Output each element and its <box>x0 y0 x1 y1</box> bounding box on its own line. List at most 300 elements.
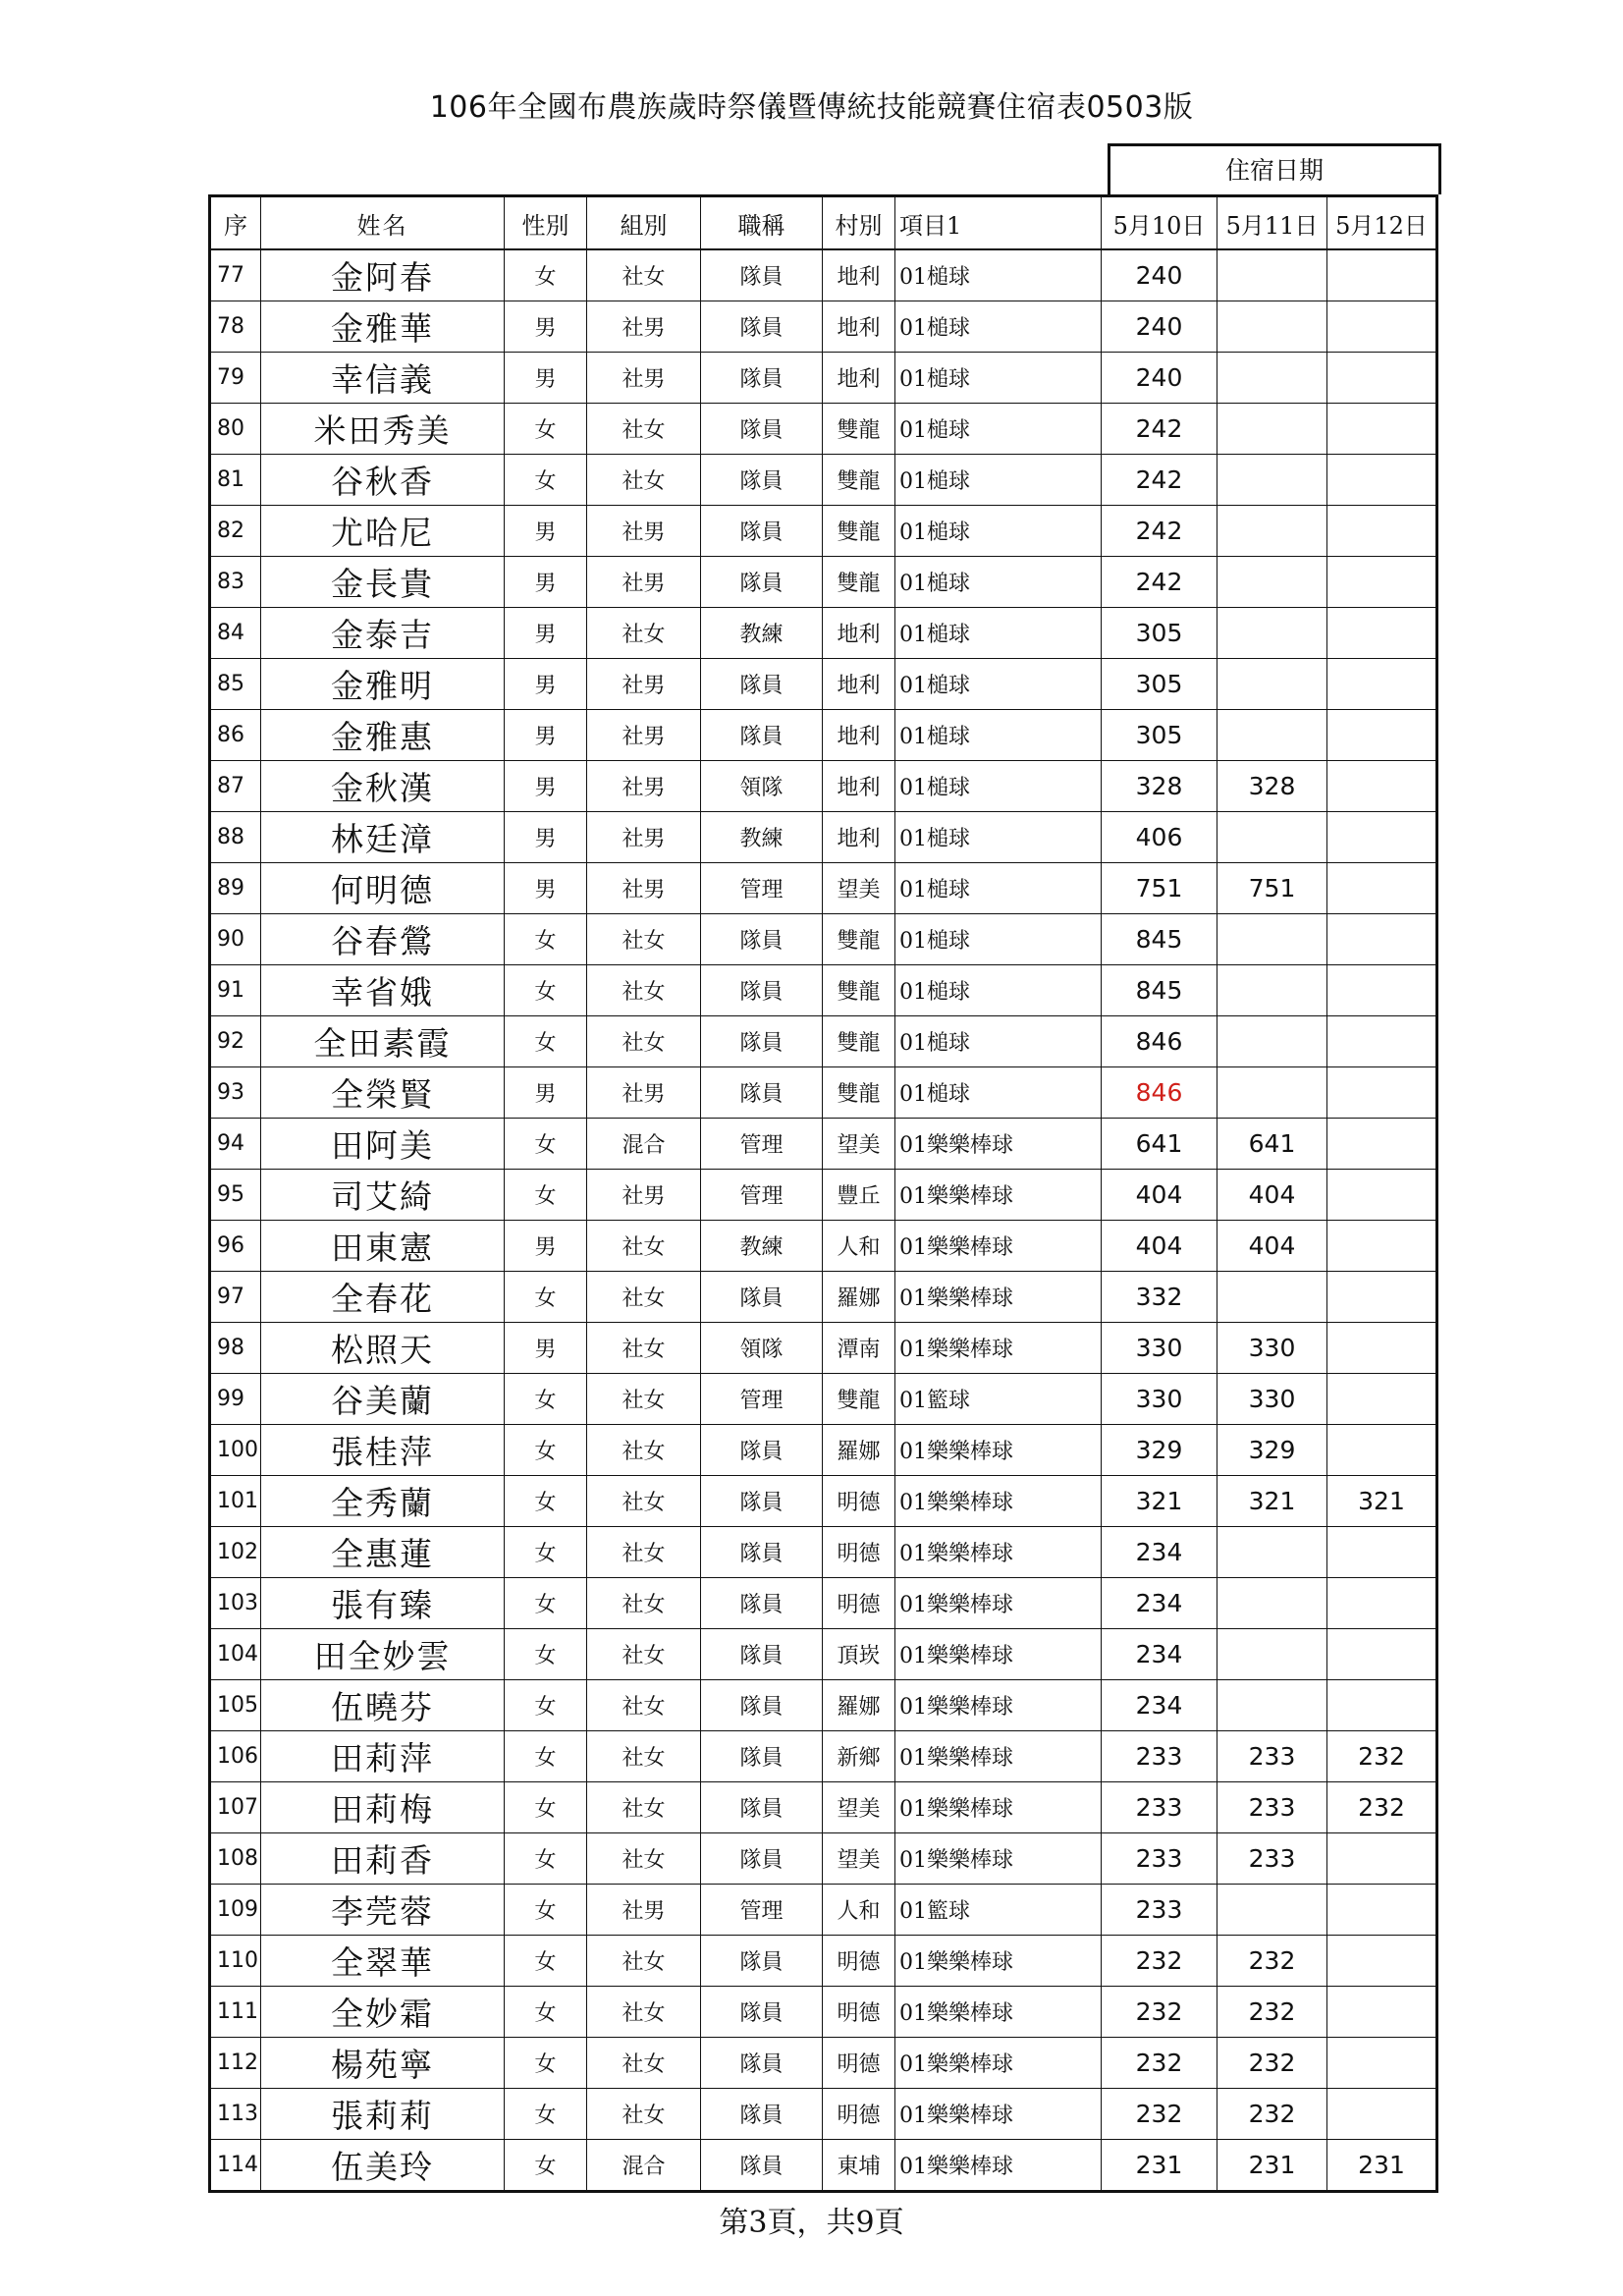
cell-date-0510: 233 <box>1102 1782 1217 1833</box>
cell-date-0511 <box>1217 404 1327 455</box>
cell-name: 伍曉芬 <box>261 1680 505 1731</box>
cell-seq: 113 <box>210 2089 261 2140</box>
cell-seq: 89 <box>210 863 261 914</box>
table-row <box>210 914 1437 965</box>
cell-seq: 104 <box>210 1629 261 1680</box>
cell-item: 01籃球 <box>895 1885 1102 1936</box>
cell-village: 雙龍 <box>823 455 895 506</box>
cell-seq: 88 <box>210 812 261 863</box>
cell-item: 01槌球 <box>895 710 1102 761</box>
cell-seq: 79 <box>210 353 261 404</box>
table-row <box>210 1629 1437 1680</box>
cell-village: 東埔 <box>823 2140 895 2192</box>
header-date-0511: 5月11日 <box>1217 196 1327 250</box>
cell-seq: 91 <box>210 965 261 1016</box>
cell-role: 隊員 <box>701 965 823 1016</box>
cell-item: 01樂樂棒球 <box>895 1170 1102 1221</box>
table-row <box>210 1731 1437 1782</box>
cell-date-0511 <box>1217 1885 1327 1936</box>
cell-date-0511 <box>1217 965 1327 1016</box>
header-gender: 性別 <box>505 196 587 250</box>
cell-gender: 男 <box>505 608 587 659</box>
cell-gender: 女 <box>505 249 587 301</box>
cell-date-0512 <box>1327 2089 1437 2140</box>
cell-seq: 108 <box>210 1833 261 1885</box>
cell-role: 隊員 <box>701 249 823 301</box>
cell-seq: 106 <box>210 1731 261 1782</box>
cell-date-0511: 329 <box>1217 1425 1327 1476</box>
header-seq: 序 <box>210 196 261 250</box>
table-row <box>210 353 1437 404</box>
cell-village: 明德 <box>823 1987 895 2038</box>
cell-seq: 93 <box>210 1067 261 1119</box>
header-name: 姓名 <box>261 196 505 250</box>
cell-role: 隊員 <box>701 1987 823 2038</box>
cell-role: 隊員 <box>701 2038 823 2089</box>
cell-date-0510: 641 <box>1102 1119 1217 1170</box>
cell-gender: 女 <box>505 1425 587 1476</box>
cell-group: 社女 <box>587 608 701 659</box>
cell-gender: 男 <box>505 761 587 812</box>
cell-group: 社女 <box>587 1527 701 1578</box>
cell-date-0511: 232 <box>1217 2089 1327 2140</box>
cell-gender: 女 <box>505 2140 587 2192</box>
cell-group: 社女 <box>587 1578 701 1629</box>
cell-date-0512 <box>1327 1374 1437 1425</box>
cell-village: 地利 <box>823 249 895 301</box>
cell-item: 01樂樂棒球 <box>895 1221 1102 1272</box>
cell-name: 全榮賢 <box>261 1067 505 1119</box>
table-header-row <box>210 196 1437 250</box>
cell-date-0510: 305 <box>1102 710 1217 761</box>
cell-item: 01樂樂棒球 <box>895 1527 1102 1578</box>
cell-date-0511 <box>1217 1016 1327 1067</box>
cell-gender: 男 <box>505 863 587 914</box>
table-row <box>210 506 1437 557</box>
table-row <box>210 1374 1437 1425</box>
cell-item: 01樂樂棒球 <box>895 1323 1102 1374</box>
cell-date-0511 <box>1217 1272 1327 1323</box>
cell-name: 伍美玲 <box>261 2140 505 2192</box>
cell-gender: 男 <box>505 1221 587 1272</box>
cell-date-0512 <box>1327 659 1437 710</box>
cell-name: 全春花 <box>261 1272 505 1323</box>
cell-date-0512 <box>1327 1629 1437 1680</box>
cell-date-0512 <box>1327 506 1437 557</box>
table-row <box>210 2038 1437 2089</box>
cell-date-0510: 242 <box>1102 557 1217 608</box>
cell-group: 社女 <box>587 1425 701 1476</box>
cell-seq: 114 <box>210 2140 261 2192</box>
cell-village: 望美 <box>823 1782 895 1833</box>
cell-gender: 女 <box>505 2038 587 2089</box>
cell-village: 明德 <box>823 1936 895 1987</box>
table-row <box>210 404 1437 455</box>
cell-name: 尤哈尼 <box>261 506 505 557</box>
cell-role: 隊員 <box>701 301 823 353</box>
cell-role: 隊員 <box>701 1272 823 1323</box>
cell-village: 地利 <box>823 761 895 812</box>
table-row <box>210 1782 1437 1833</box>
cell-item: 01樂樂棒球 <box>895 2038 1102 2089</box>
cell-item: 01樂樂棒球 <box>895 1936 1102 1987</box>
cell-group: 社女 <box>587 1680 701 1731</box>
cell-date-0511 <box>1217 353 1327 404</box>
cell-village: 新鄉 <box>823 1731 895 1782</box>
cell-role: 隊員 <box>701 659 823 710</box>
cell-group: 社男 <box>587 301 701 353</box>
cell-gender: 女 <box>505 965 587 1016</box>
table-row <box>210 1323 1437 1374</box>
cell-date-0512 <box>1327 914 1437 965</box>
cell-seq: 86 <box>210 710 261 761</box>
table-row <box>210 761 1437 812</box>
cell-date-0511: 330 <box>1217 1323 1327 1374</box>
cell-gender: 男 <box>505 506 587 557</box>
cell-role: 隊員 <box>701 404 823 455</box>
table-row <box>210 2089 1437 2140</box>
cell-seq: 84 <box>210 608 261 659</box>
cell-date-0512 <box>1327 353 1437 404</box>
cell-name: 田阿美 <box>261 1119 505 1170</box>
cell-role: 隊員 <box>701 1527 823 1578</box>
cell-village: 地利 <box>823 608 895 659</box>
cell-date-0511 <box>1217 455 1327 506</box>
cell-group: 社男 <box>587 863 701 914</box>
cell-gender: 女 <box>505 455 587 506</box>
cell-date-0510: 231 <box>1102 2140 1217 2192</box>
cell-item: 01槌球 <box>895 353 1102 404</box>
cell-date-0512 <box>1327 1221 1437 1272</box>
cell-seq: 98 <box>210 1323 261 1374</box>
cell-name: 田莉香 <box>261 1833 505 1885</box>
cell-group: 社女 <box>587 914 701 965</box>
cell-village: 雙龍 <box>823 1016 895 1067</box>
cell-role: 隊員 <box>701 1425 823 1476</box>
cell-village: 雙龍 <box>823 1374 895 1425</box>
cell-date-0511: 330 <box>1217 1374 1327 1425</box>
cell-gender: 女 <box>505 1119 587 1170</box>
cell-date-0510: 242 <box>1102 506 1217 557</box>
lodging-date-group-header: 住宿日期 <box>1108 143 1441 194</box>
cell-date-0510: 233 <box>1102 1885 1217 1936</box>
cell-village: 雙龍 <box>823 965 895 1016</box>
cell-date-0512 <box>1327 761 1437 812</box>
cell-gender: 男 <box>505 710 587 761</box>
cell-role: 隊員 <box>701 455 823 506</box>
cell-name: 谷秋香 <box>261 455 505 506</box>
cell-date-0512 <box>1327 1680 1437 1731</box>
cell-gender: 女 <box>505 1936 587 1987</box>
table-row <box>210 1936 1437 1987</box>
cell-date-0512 <box>1327 2038 1437 2089</box>
cell-gender: 女 <box>505 914 587 965</box>
cell-item: 01樂樂棒球 <box>895 1119 1102 1170</box>
cell-gender: 女 <box>505 1987 587 2038</box>
cell-group: 社男 <box>587 1067 701 1119</box>
cell-date-0511 <box>1217 557 1327 608</box>
table-row <box>210 659 1437 710</box>
cell-group: 混合 <box>587 1119 701 1170</box>
cell-item: 01樂樂棒球 <box>895 1476 1102 1527</box>
cell-item: 01樂樂棒球 <box>895 1987 1102 2038</box>
cell-village: 雙龍 <box>823 404 895 455</box>
cell-seq: 90 <box>210 914 261 965</box>
cell-date-0510: 234 <box>1102 1527 1217 1578</box>
cell-role: 教練 <box>701 812 823 863</box>
table-row <box>210 301 1437 353</box>
cell-seq: 85 <box>210 659 261 710</box>
cell-name: 張有臻 <box>261 1578 505 1629</box>
cell-group: 社女 <box>587 249 701 301</box>
cell-group: 社女 <box>587 404 701 455</box>
cell-date-0511 <box>1217 249 1327 301</box>
cell-role: 隊員 <box>701 1731 823 1782</box>
cell-village: 雙龍 <box>823 1067 895 1119</box>
cell-date-0512 <box>1327 1578 1437 1629</box>
cell-gender: 女 <box>505 1527 587 1578</box>
cell-name: 李莞蓉 <box>261 1885 505 1936</box>
cell-date-0512 <box>1327 301 1437 353</box>
cell-gender: 女 <box>505 1272 587 1323</box>
cell-date-0510: 845 <box>1102 965 1217 1016</box>
cell-date-0511: 232 <box>1217 1987 1327 2038</box>
cell-village: 地利 <box>823 710 895 761</box>
cell-date-0511 <box>1217 1629 1327 1680</box>
cell-date-0510: 305 <box>1102 608 1217 659</box>
table-row <box>210 557 1437 608</box>
cell-date-0511: 641 <box>1217 1119 1327 1170</box>
cell-group: 社男 <box>587 761 701 812</box>
cell-date-0510: 240 <box>1102 353 1217 404</box>
cell-date-0511: 321 <box>1217 1476 1327 1527</box>
cell-village: 潭南 <box>823 1323 895 1374</box>
table-row <box>210 1987 1437 2038</box>
cell-gender: 女 <box>505 1885 587 1936</box>
cell-date-0510: 232 <box>1102 1987 1217 2038</box>
header-item: 項目1 <box>895 196 1102 250</box>
cell-item: 01槌球 <box>895 761 1102 812</box>
cell-date-0511 <box>1217 301 1327 353</box>
cell-date-0510: 845 <box>1102 914 1217 965</box>
cell-date-0512: 231 <box>1327 2140 1437 2192</box>
cell-group: 混合 <box>587 2140 701 2192</box>
cell-date-0512 <box>1327 608 1437 659</box>
cell-date-0511 <box>1217 1067 1327 1119</box>
cell-role: 隊員 <box>701 1936 823 1987</box>
cell-role: 隊員 <box>701 710 823 761</box>
cell-date-0512: 321 <box>1327 1476 1437 1527</box>
cell-role: 管理 <box>701 1374 823 1425</box>
cell-name: 張莉莉 <box>261 2089 505 2140</box>
cell-seq: 102 <box>210 1527 261 1578</box>
cell-seq: 81 <box>210 455 261 506</box>
cell-date-0510: 234 <box>1102 1578 1217 1629</box>
cell-role: 隊員 <box>701 1067 823 1119</box>
cell-group: 社男 <box>587 812 701 863</box>
cell-role: 隊員 <box>701 2089 823 2140</box>
cell-seq: 92 <box>210 1016 261 1067</box>
cell-date-0510: 242 <box>1102 404 1217 455</box>
cell-date-0511: 404 <box>1217 1221 1327 1272</box>
table-row <box>210 1476 1437 1527</box>
cell-item: 01槌球 <box>895 863 1102 914</box>
cell-date-0510: 751 <box>1102 863 1217 914</box>
cell-date-0512 <box>1327 1987 1437 2038</box>
cell-role: 隊員 <box>701 353 823 404</box>
cell-item: 01槌球 <box>895 965 1102 1016</box>
cell-group: 社女 <box>587 1833 701 1885</box>
cell-date-0511 <box>1217 506 1327 557</box>
cell-date-0510: 234 <box>1102 1629 1217 1680</box>
cell-role: 教練 <box>701 1221 823 1272</box>
header-role: 職稱 <box>701 196 823 250</box>
cell-role: 管理 <box>701 1885 823 1936</box>
cell-seq: 94 <box>210 1119 261 1170</box>
cell-role: 教練 <box>701 608 823 659</box>
cell-item: 01槌球 <box>895 659 1102 710</box>
cell-date-0512 <box>1327 404 1437 455</box>
cell-gender: 女 <box>505 2089 587 2140</box>
cell-date-0511: 233 <box>1217 1731 1327 1782</box>
cell-seq: 83 <box>210 557 261 608</box>
cell-seq: 107 <box>210 1782 261 1833</box>
cell-seq: 77 <box>210 249 261 301</box>
cell-village: 羅娜 <box>823 1272 895 1323</box>
cell-date-0512 <box>1327 249 1437 301</box>
table-row <box>210 863 1437 914</box>
cell-seq: 109 <box>210 1885 261 1936</box>
cell-date-0512 <box>1327 1016 1437 1067</box>
cell-seq: 111 <box>210 1987 261 2038</box>
cell-seq: 101 <box>210 1476 261 1527</box>
cell-item: 01槌球 <box>895 1067 1102 1119</box>
cell-group: 社女 <box>587 2089 701 2140</box>
cell-date-0510: 240 <box>1102 301 1217 353</box>
table-row <box>210 1119 1437 1170</box>
cell-name: 全秀蘭 <box>261 1476 505 1527</box>
table-body <box>210 249 1437 2192</box>
cell-date-0510: 404 <box>1102 1221 1217 1272</box>
cell-village: 望美 <box>823 1833 895 1885</box>
cell-date-0510: 328 <box>1102 761 1217 812</box>
cell-village: 雙龍 <box>823 914 895 965</box>
cell-role: 隊員 <box>701 506 823 557</box>
cell-date-0510: 234 <box>1102 1680 1217 1731</box>
cell-role: 領隊 <box>701 1323 823 1374</box>
cell-village: 地利 <box>823 812 895 863</box>
cell-date-0512: 232 <box>1327 1782 1437 1833</box>
cell-date-0511 <box>1217 1527 1327 1578</box>
cell-name: 幸省娥 <box>261 965 505 1016</box>
cell-item: 01樂樂棒球 <box>895 2140 1102 2192</box>
cell-date-0510: 846 <box>1102 1067 1217 1119</box>
cell-seq: 99 <box>210 1374 261 1425</box>
cell-role: 隊員 <box>701 1578 823 1629</box>
cell-date-0510: 242 <box>1102 455 1217 506</box>
cell-item: 01槌球 <box>895 404 1102 455</box>
cell-seq: 110 <box>210 1936 261 1987</box>
cell-seq: 80 <box>210 404 261 455</box>
cell-seq: 97 <box>210 1272 261 1323</box>
cell-role: 隊員 <box>701 914 823 965</box>
table-row <box>210 608 1437 659</box>
cell-name: 金長貴 <box>261 557 505 608</box>
cell-group: 社女 <box>587 1782 701 1833</box>
cell-date-0510: 406 <box>1102 812 1217 863</box>
cell-role: 管理 <box>701 1170 823 1221</box>
cell-group: 社女 <box>587 1374 701 1425</box>
cell-date-0510: 233 <box>1102 1833 1217 1885</box>
page-footer: 第3頁，共9頁 <box>719 2206 904 2240</box>
cell-gender: 女 <box>505 1374 587 1425</box>
table-row <box>210 1425 1437 1476</box>
cell-village: 羅娜 <box>823 1680 895 1731</box>
cell-village: 雙龍 <box>823 557 895 608</box>
cell-gender: 男 <box>505 659 587 710</box>
cell-name: 田全妙雲 <box>261 1629 505 1680</box>
cell-group: 社男 <box>587 710 701 761</box>
header-village: 村別 <box>823 196 895 250</box>
cell-date-0510: 233 <box>1102 1731 1217 1782</box>
cell-village: 明德 <box>823 2038 895 2089</box>
table-row <box>210 1170 1437 1221</box>
cell-role: 管理 <box>701 863 823 914</box>
cell-date-0510: 404 <box>1102 1170 1217 1221</box>
cell-gender: 男 <box>505 353 587 404</box>
cell-date-0512 <box>1327 863 1437 914</box>
cell-date-0510: 332 <box>1102 1272 1217 1323</box>
cell-seq: 103 <box>210 1578 261 1629</box>
cell-village: 地利 <box>823 353 895 404</box>
table-row <box>210 1272 1437 1323</box>
cell-group: 社女 <box>587 1221 701 1272</box>
cell-date-0512 <box>1327 1425 1437 1476</box>
cell-seq: 96 <box>210 1221 261 1272</box>
cell-group: 社男 <box>587 557 701 608</box>
cell-date-0512 <box>1327 1067 1437 1119</box>
cell-village: 望美 <box>823 863 895 914</box>
cell-seq: 95 <box>210 1170 261 1221</box>
table-row <box>210 1578 1437 1629</box>
cell-item: 01樂樂棒球 <box>895 2089 1102 2140</box>
cell-date-0511 <box>1217 1578 1327 1629</box>
cell-gender: 男 <box>505 1323 587 1374</box>
cell-date-0511 <box>1217 608 1327 659</box>
cell-role: 領隊 <box>701 761 823 812</box>
cell-name: 全惠蓮 <box>261 1527 505 1578</box>
cell-group: 社女 <box>587 1731 701 1782</box>
cell-name: 金雅明 <box>261 659 505 710</box>
lodging-table <box>208 194 1438 2193</box>
cell-seq: 82 <box>210 506 261 557</box>
cell-gender: 男 <box>505 557 587 608</box>
cell-date-0511: 233 <box>1217 1833 1327 1885</box>
cell-group: 社女 <box>587 1272 701 1323</box>
cell-date-0512 <box>1327 1527 1437 1578</box>
cell-item: 01槌球 <box>895 249 1102 301</box>
cell-item: 01樂樂棒球 <box>895 1578 1102 1629</box>
cell-name: 金雅惠 <box>261 710 505 761</box>
cell-gender: 女 <box>505 1170 587 1221</box>
cell-village: 羅娜 <box>823 1425 895 1476</box>
cell-group: 社女 <box>587 1476 701 1527</box>
cell-date-0510: 330 <box>1102 1374 1217 1425</box>
cell-role: 隊員 <box>701 557 823 608</box>
cell-date-0512 <box>1327 1272 1437 1323</box>
cell-item: 01槌球 <box>895 608 1102 659</box>
table-row <box>210 1527 1437 1578</box>
